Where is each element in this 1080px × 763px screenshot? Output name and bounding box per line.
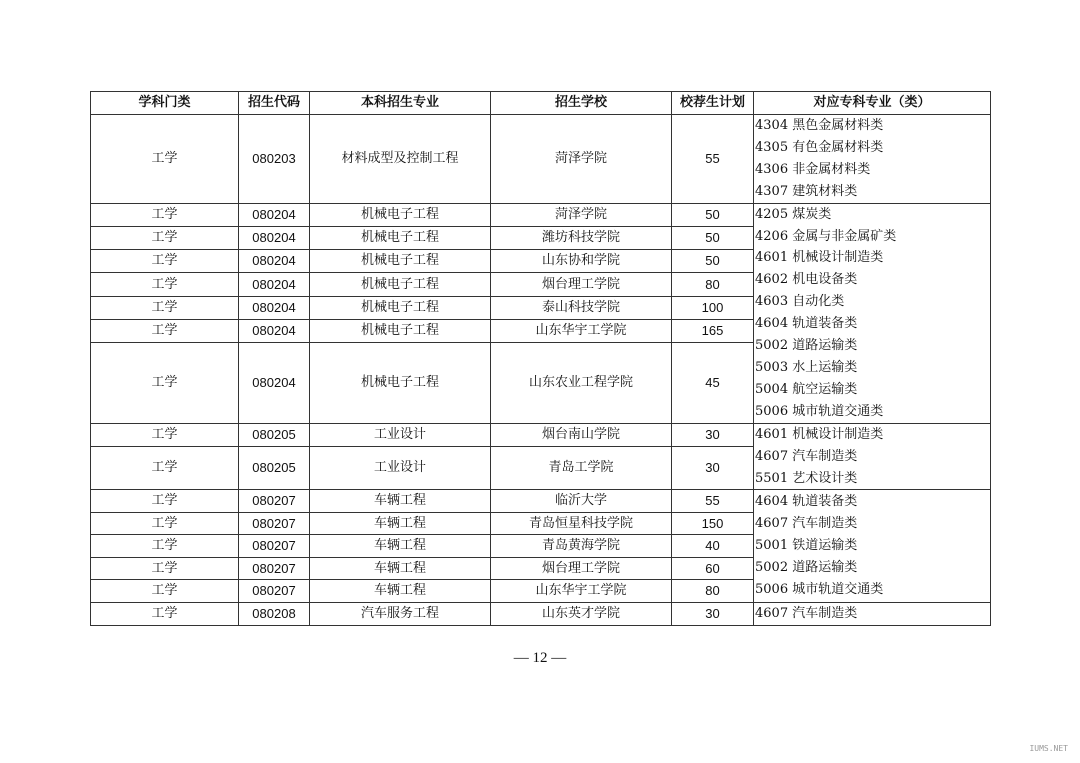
- category-cell: 工学: [91, 273, 239, 296]
- plan-cell: 100: [672, 296, 754, 319]
- vocational-major-item: 4306 非金属材料类: [755, 161, 871, 177]
- table-row: [91, 423, 991, 446]
- school-cell: 山东协和学院: [491, 250, 672, 273]
- header-plan: 校荐生计划: [672, 92, 754, 115]
- plan-cell: 50: [672, 203, 754, 226]
- school-cell: 青岛黄海学院: [491, 535, 672, 558]
- header-code: 招生代码: [239, 92, 310, 115]
- vocational-major-item: 4603 自动化类: [755, 294, 845, 310]
- enrollment-table: [90, 91, 991, 626]
- plan-cell: 165: [672, 319, 754, 342]
- vocational-majors-cell: [754, 423, 991, 490]
- header-school: 招生学校: [491, 92, 672, 115]
- school-cell: 山东华宇工学院: [491, 580, 672, 603]
- table-body: [91, 115, 991, 626]
- category-cell: 工学: [91, 319, 239, 342]
- vocational-major-item: 4604 轨道装备类: [755, 494, 858, 510]
- table-row: [91, 602, 991, 625]
- code-cell: 080204: [239, 273, 310, 296]
- plan-cell: 55: [672, 115, 754, 204]
- code-cell: 080207: [239, 535, 310, 558]
- vocational-majors-cell: [754, 115, 991, 204]
- major-cell: 车辆工程: [310, 557, 491, 580]
- vocational-major-item: 4305 有色金属材料类: [755, 139, 884, 155]
- code-cell: 080204: [239, 319, 310, 342]
- plan-cell: 150: [672, 512, 754, 535]
- vocational-major-item: 4206 金属与非金属矿类: [755, 228, 897, 244]
- plan-cell: 60: [672, 557, 754, 580]
- school-cell: 青岛工学院: [491, 446, 672, 490]
- table-row: [91, 203, 991, 226]
- category-cell: 工学: [91, 580, 239, 603]
- code-cell: 080204: [239, 203, 310, 226]
- major-cell: 汽车服务工程: [310, 602, 491, 625]
- school-cell: 烟台理工学院: [491, 273, 672, 296]
- plan-cell: 80: [672, 580, 754, 603]
- vocational-major-item: 5002 道路运输类: [755, 560, 858, 576]
- vocational-major-item: 5006 城市轨道交通类: [755, 403, 884, 419]
- plan-cell: 30: [672, 602, 754, 625]
- vocational-major-item: 5501 艺术设计类: [755, 470, 858, 486]
- vocational-major-item: 5006 城市轨道交通类: [755, 582, 884, 598]
- category-cell: 工学: [91, 250, 239, 273]
- header-category: 学科门类: [91, 92, 239, 115]
- code-cell: 080205: [239, 446, 310, 490]
- code-cell: 080207: [239, 580, 310, 603]
- major-cell: 机械电子工程: [310, 296, 491, 319]
- major-cell: 车辆工程: [310, 580, 491, 603]
- plan-cell: 55: [672, 490, 754, 513]
- major-cell: 机械电子工程: [310, 226, 491, 249]
- school-cell: 菏泽学院: [491, 115, 672, 204]
- major-cell: 机械电子工程: [310, 343, 491, 424]
- category-cell: 工学: [91, 115, 239, 204]
- category-cell: 工学: [91, 296, 239, 319]
- code-cell: 080207: [239, 490, 310, 513]
- plan-cell: 40: [672, 535, 754, 558]
- major-cell: 车辆工程: [310, 535, 491, 558]
- plan-cell: 30: [672, 446, 754, 490]
- category-cell: 工学: [91, 343, 239, 424]
- major-cell: 工业设计: [310, 446, 491, 490]
- code-cell: 080204: [239, 250, 310, 273]
- header-vocational-majors: 对应专科专业（类）: [754, 92, 991, 115]
- category-cell: 工学: [91, 490, 239, 513]
- vocational-major-item: 4601 机械设计制造类: [755, 250, 884, 266]
- vocational-major-item: 4607 汽车制造类: [755, 605, 858, 621]
- school-cell: 烟台理工学院: [491, 557, 672, 580]
- vocational-major-item: 5003 水上运输类: [755, 359, 858, 375]
- school-cell: 山东农业工程学院: [491, 343, 672, 424]
- school-cell: 烟台南山学院: [491, 423, 672, 446]
- header-major: 本科招生专业: [310, 92, 491, 115]
- code-cell: 080203: [239, 115, 310, 204]
- code-cell: 080204: [239, 296, 310, 319]
- code-cell: 080204: [239, 343, 310, 424]
- school-cell: 山东英才学院: [491, 602, 672, 625]
- plan-cell: 30: [672, 423, 754, 446]
- major-cell: 机械电子工程: [310, 273, 491, 296]
- major-cell: 机械电子工程: [310, 250, 491, 273]
- plan-cell: 80: [672, 273, 754, 296]
- code-cell: 080207: [239, 557, 310, 580]
- watermark: IUMS.NET: [1029, 744, 1068, 753]
- category-cell: 工学: [91, 423, 239, 446]
- major-cell: 机械电子工程: [310, 319, 491, 342]
- page-number: — 12 —: [513, 650, 567, 666]
- code-cell: 080208: [239, 602, 310, 625]
- major-cell: 车辆工程: [310, 490, 491, 513]
- vocational-major-item: 4304 黑色金属材料类: [755, 118, 884, 133]
- category-cell: 工学: [91, 203, 239, 226]
- vocational-majors-cell: [754, 602, 991, 625]
- school-cell: 临沂大学: [491, 490, 672, 513]
- vocational-major-item: 4602 机电设备类: [755, 272, 858, 288]
- major-cell: 工业设计: [310, 423, 491, 446]
- vocational-major-item: 4604 轨道装备类: [755, 316, 858, 332]
- category-cell: 工学: [91, 602, 239, 625]
- code-cell: 080207: [239, 512, 310, 535]
- table-row: [91, 115, 991, 204]
- plan-cell: 50: [672, 250, 754, 273]
- table-header-row: [91, 92, 991, 115]
- vocational-major-item: 5004 航空运输类: [755, 381, 858, 397]
- category-cell: 工学: [91, 535, 239, 558]
- school-cell: 山东华宇工学院: [491, 319, 672, 342]
- school-cell: 潍坊科技学院: [491, 226, 672, 249]
- plan-cell: 50: [672, 226, 754, 249]
- vocational-major-item: 5001 铁道运输类: [755, 538, 858, 554]
- vocational-major-item: 4607 汽车制造类: [755, 516, 858, 532]
- code-cell: 080205: [239, 423, 310, 446]
- category-cell: 工学: [91, 557, 239, 580]
- vocational-major-item: 4307 建筑材料类: [755, 183, 858, 199]
- plan-cell: 45: [672, 343, 754, 424]
- category-cell: 工学: [91, 446, 239, 490]
- vocational-major-item: 5002 道路运输类: [755, 338, 858, 354]
- school-cell: 青岛恒星科技学院: [491, 512, 672, 535]
- school-cell: 菏泽学院: [491, 203, 672, 226]
- major-cell: 车辆工程: [310, 512, 491, 535]
- vocational-major-item: 4601 机械设计制造类: [755, 426, 884, 442]
- vocational-majors-cell: [754, 490, 991, 603]
- school-cell: 泰山科技学院: [491, 296, 672, 319]
- major-cell: 机械电子工程: [310, 203, 491, 226]
- category-cell: 工学: [91, 226, 239, 249]
- vocational-majors-cell: [754, 203, 991, 423]
- major-cell: 材料成型及控制工程: [310, 115, 491, 204]
- category-cell: 工学: [91, 512, 239, 535]
- vocational-major-item: 4205 煤炭类: [755, 206, 832, 222]
- table-row: [91, 490, 991, 513]
- vocational-major-item: 4607 汽车制造类: [755, 448, 858, 464]
- code-cell: 080204: [239, 226, 310, 249]
